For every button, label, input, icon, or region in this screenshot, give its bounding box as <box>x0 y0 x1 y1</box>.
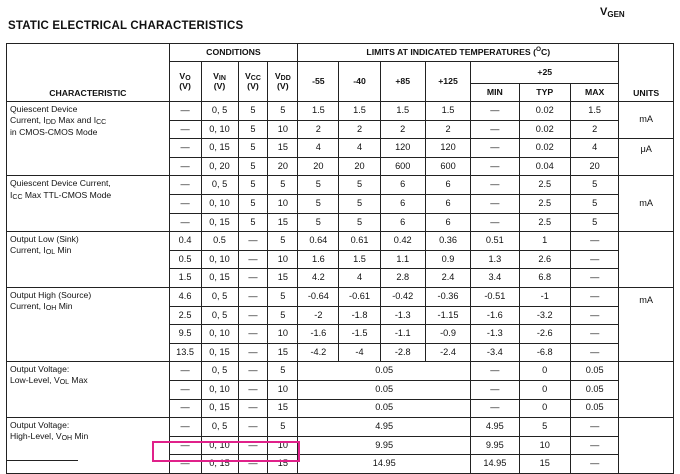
cell-max: — <box>570 436 618 455</box>
cell-t40: 1.5 <box>339 250 380 269</box>
limits-header-text: LIMITS AT INDICATED TEMPERATURES ( <box>366 47 536 58</box>
corner-label-sub: GEN <box>607 10 625 19</box>
conditions-header: CONDITIONS <box>169 44 298 62</box>
table-row <box>7 287 674 306</box>
cell-vcc: 5 <box>238 213 268 232</box>
cell-max: — <box>570 325 618 344</box>
cell-vdd: 5 <box>268 176 298 195</box>
cell-min: — <box>471 194 519 213</box>
cell-t125: -0.36 <box>425 287 470 306</box>
table-body <box>7 102 674 474</box>
cell-vo: 9.5 <box>169 325 201 344</box>
cell-vdd: 5 <box>268 306 298 325</box>
cell-vin: 0, 5 <box>201 418 238 437</box>
cell-vcc: — <box>238 380 268 399</box>
cell-vdd: 10 <box>268 436 298 455</box>
characteristic-line: in CMOS-CMOS Mode <box>10 127 98 138</box>
cell-vcc: — <box>238 325 268 344</box>
cell-vo: 13.5 <box>169 343 201 362</box>
header-row-2 <box>7 62 674 84</box>
cell-t55: 1.5 <box>298 102 339 121</box>
characteristic-line: Quiescent Device <box>10 104 78 114</box>
cell-t55: 4.2 <box>298 269 339 288</box>
cell-t40: 4 <box>339 269 380 288</box>
cell-vcc: — <box>238 418 268 437</box>
units-header: UNITS <box>619 44 674 102</box>
cell-vin: 0, 5 <box>201 306 238 325</box>
cell-vin: 0, 15 <box>201 399 238 418</box>
cell-max: 4 <box>570 139 618 158</box>
cell-min: -1.6 <box>471 306 519 325</box>
cell-t125: 1.5 <box>425 102 470 121</box>
cell-t55: 1.6 <box>298 250 339 269</box>
cell-vin: 0, 10 <box>201 250 238 269</box>
cell-vcc: 5 <box>238 139 268 158</box>
cell-t40: 4 <box>339 139 380 158</box>
cell-t55: 0.64 <box>298 232 339 251</box>
cell-vin: 0, 15 <box>201 139 238 158</box>
cell-vo: — <box>169 176 201 195</box>
cell-vin: 0, 10 <box>201 120 238 139</box>
cell-t40: 20 <box>339 157 380 176</box>
cell-vin: 0, 10 <box>201 325 238 344</box>
vin-header-main: V <box>213 70 219 81</box>
vdd-header-main: V <box>274 70 281 81</box>
cell-t85: -0.42 <box>380 287 425 306</box>
cell-t125: -0.9 <box>425 325 470 344</box>
cell-typ: 15 <box>519 455 570 474</box>
vcc-header-main: V <box>245 70 251 81</box>
cell-vo: — <box>169 362 201 381</box>
cell-t125: 0.36 <box>425 232 470 251</box>
cell-vcc: — <box>238 343 268 362</box>
characteristic-output-vol <box>7 362 170 418</box>
footer-rule <box>6 460 78 461</box>
vo-header-unit: (V) <box>179 81 191 92</box>
table-row <box>7 362 674 381</box>
cell-span: 14.95 <box>298 455 471 474</box>
cell-t85: -2.8 <box>380 343 425 362</box>
cell-vdd: 5 <box>268 287 298 306</box>
cell-vo: — <box>169 139 201 158</box>
cell-t40: 5 <box>339 176 380 195</box>
cell-min: 14.95 <box>471 455 519 474</box>
cell-t85: 6 <box>380 176 425 195</box>
cell-typ: 0 <box>519 399 570 418</box>
cell-min: — <box>471 399 519 418</box>
cell-typ: 0.04 <box>519 157 570 176</box>
table-row <box>7 232 674 251</box>
cell-t85: -1.3 <box>380 306 425 325</box>
vdd-header-sub: DD <box>280 74 291 82</box>
cell-vdd: 10 <box>268 325 298 344</box>
cell-typ: -1 <box>519 287 570 306</box>
cell-vin: 0, 5 <box>201 176 238 195</box>
cell-max: — <box>570 343 618 362</box>
cell-vcc: — <box>238 436 268 455</box>
cell-typ: 0.02 <box>519 139 570 158</box>
cell-vin: 0, 10 <box>201 436 238 455</box>
cell-t125: -1.15 <box>425 306 470 325</box>
cell-vo: — <box>169 380 201 399</box>
cell-typ: 0 <box>519 380 570 399</box>
cell-vcc: — <box>238 362 268 381</box>
cell-vin: 0.5 <box>201 232 238 251</box>
cell-vin: 0, 15 <box>201 269 238 288</box>
unit-cell: mA <box>619 287 674 361</box>
cell-t85: -1.1 <box>380 325 425 344</box>
characteristic-line: $I_{CC}$ Max TTL-CMOS Mode <box>10 189 112 201</box>
cell-typ: 0 <box>519 362 570 381</box>
vo-header-main: V <box>179 70 186 81</box>
cell-max: — <box>570 232 618 251</box>
cell-vcc: 5 <box>238 194 268 213</box>
cell-typ: 2.5 <box>519 176 570 195</box>
cell-vo: — <box>169 213 201 232</box>
characteristic-line: Current, $I_{DD}$ Max and $I_{CC}$ <box>10 115 107 127</box>
cell-span: 0.05 <box>298 380 471 399</box>
cell-t40: 0.61 <box>339 232 380 251</box>
unit-cell <box>619 418 674 474</box>
cell-vdd: 10 <box>268 250 298 269</box>
cell-min: 0.51 <box>471 232 519 251</box>
cell-max: 5 <box>570 176 618 195</box>
cell-vin: 0, 20 <box>201 157 238 176</box>
cell-t125: 0.9 <box>425 250 470 269</box>
table-row <box>7 176 674 195</box>
cell-t55: -1.6 <box>298 325 339 344</box>
cell-typ: 5 <box>519 418 570 437</box>
cell-typ: 2.6 <box>519 250 570 269</box>
cell-vo: 2.5 <box>169 306 201 325</box>
typ-header: TYP <box>519 84 570 102</box>
unit-cell: μA <box>619 139 674 176</box>
characteristic-quiescent-cmos <box>7 102 170 176</box>
cell-t55: 5 <box>298 194 339 213</box>
cell-span: 9.95 <box>298 436 471 455</box>
cell-t125: 2.4 <box>425 269 470 288</box>
cell-vdd: 10 <box>268 380 298 399</box>
cell-t55: 2 <box>298 120 339 139</box>
cell-vin: 0, 15 <box>201 213 238 232</box>
cell-typ: -6.8 <box>519 343 570 362</box>
vdd-header-unit: (V) <box>277 81 289 92</box>
cell-max: — <box>570 306 618 325</box>
min-header: MIN <box>471 84 519 102</box>
cell-vdd: 5 <box>268 418 298 437</box>
max-header: MAX <box>570 84 618 102</box>
corner-label <box>600 6 625 19</box>
cell-max: 5 <box>570 194 618 213</box>
cell-max: 20 <box>570 157 618 176</box>
cell-t40: 5 <box>339 213 380 232</box>
cell-max: 5 <box>570 213 618 232</box>
cell-min: — <box>471 380 519 399</box>
characteristics-table <box>6 43 674 474</box>
cell-vdd: 10 <box>268 194 298 213</box>
cell-max: 1.5 <box>570 102 618 121</box>
cell-vin: 0, 10 <box>201 380 238 399</box>
cell-t125: 600 <box>425 157 470 176</box>
temp-header-plus125: +125 <box>425 62 470 102</box>
cell-t40: 1.5 <box>339 102 380 121</box>
cell-max: 0.05 <box>570 380 618 399</box>
vin-header-sub: IN <box>218 74 226 82</box>
cell-span: 0.05 <box>298 399 471 418</box>
cell-vo: — <box>169 455 201 474</box>
cell-vo: 4.6 <box>169 287 201 306</box>
cell-t85: 1.5 <box>380 102 425 121</box>
cell-vdd: 5 <box>268 362 298 381</box>
characteristic-line: Current, $I_{OL}$ Min <box>10 245 72 257</box>
cell-min: — <box>471 362 519 381</box>
characteristic-line: Quiescent Device Current, <box>10 178 111 189</box>
vcc-header <box>238 62 268 102</box>
temp-header-minus40: -40 <box>339 62 380 102</box>
vdd-header <box>268 62 298 102</box>
cell-typ: 2.5 <box>519 213 570 232</box>
cell-t40: -1.5 <box>339 325 380 344</box>
vcc-header-sub: CC <box>250 74 261 82</box>
cell-max: 0.05 <box>570 362 618 381</box>
cell-typ: -2.6 <box>519 325 570 344</box>
cell-vcc: — <box>238 455 268 474</box>
unit-cell <box>619 232 674 288</box>
cell-max: — <box>570 250 618 269</box>
cell-vin: 0, 15 <box>201 455 238 474</box>
temp-header-plus85: +85 <box>380 62 425 102</box>
vin-header <box>201 62 238 102</box>
characteristic-line: Output Low (Sink) <box>10 234 79 245</box>
cell-vdd: 15 <box>268 455 298 474</box>
cell-t85: 2 <box>380 120 425 139</box>
characteristic-quiescent-ttl <box>7 176 170 232</box>
temp-header-plus25: +25 <box>471 62 619 84</box>
cell-min: -1.3 <box>471 325 519 344</box>
cell-min: — <box>471 120 519 139</box>
characteristic-header: CHARACTERISTIC <box>7 62 170 102</box>
cell-vdd: 15 <box>268 399 298 418</box>
characteristic-output-low <box>7 232 170 288</box>
cell-t125: 6 <box>425 176 470 195</box>
cell-t125: 6 <box>425 194 470 213</box>
cell-t85: 2.8 <box>380 269 425 288</box>
cell-vin: 0, 5 <box>201 287 238 306</box>
characteristic-output-high <box>7 287 170 361</box>
cell-span: 0.05 <box>298 362 471 381</box>
cell-vdd: 15 <box>268 343 298 362</box>
characteristic-line: Output Voltage: <box>10 364 70 375</box>
cell-vo: — <box>169 102 201 121</box>
limits-header-degree: O <box>535 46 542 54</box>
cell-max: — <box>570 455 618 474</box>
characteristic-head-spacer <box>7 44 170 62</box>
limits-header-end: C) <box>541 47 551 58</box>
cell-vdd: 10 <box>268 120 298 139</box>
page-title: STATIC ELECTRICAL CHARACTERISTICS <box>8 20 244 32</box>
cell-vcc: 5 <box>238 102 268 121</box>
unit-cell: mA <box>619 176 674 232</box>
cell-max: — <box>570 287 618 306</box>
cell-t40: -1.8 <box>339 306 380 325</box>
cell-vcc: — <box>238 250 268 269</box>
cell-vcc: — <box>238 269 268 288</box>
unit-cell: mA <box>619 102 674 139</box>
cell-vin: 0, 10 <box>201 194 238 213</box>
cell-min: — <box>471 213 519 232</box>
cell-typ: 6.8 <box>519 269 570 288</box>
cell-vin: 0, 15 <box>201 343 238 362</box>
cell-t125: 2 <box>425 120 470 139</box>
cell-t85: 6 <box>380 213 425 232</box>
cell-t85: 120 <box>380 139 425 158</box>
cell-t125: -2.4 <box>425 343 470 362</box>
cell-min: — <box>471 176 519 195</box>
cell-vdd: 15 <box>268 269 298 288</box>
cell-t40: -0.61 <box>339 287 380 306</box>
cell-typ: 10 <box>519 436 570 455</box>
cell-vcc: — <box>238 232 268 251</box>
cell-typ: 1 <box>519 232 570 251</box>
characteristic-line: Output High (Source) <box>10 289 92 300</box>
cell-t40: -4 <box>339 343 380 362</box>
cell-t85: 600 <box>380 157 425 176</box>
cell-vin: 0, 5 <box>201 102 238 121</box>
cell-min: 3.4 <box>471 269 519 288</box>
vo-header <box>169 62 201 102</box>
cell-t55: 5 <box>298 176 339 195</box>
cell-t55: 20 <box>298 157 339 176</box>
cell-t55: 5 <box>298 213 339 232</box>
cell-t55: 4 <box>298 139 339 158</box>
vo-header-sub: O <box>185 74 191 82</box>
cell-vcc: — <box>238 287 268 306</box>
cell-t125: 120 <box>425 139 470 158</box>
cell-t125: 6 <box>425 213 470 232</box>
corner-label-main: V <box>600 6 608 18</box>
header-row-1 <box>7 44 674 62</box>
cell-min: — <box>471 102 519 121</box>
cell-max: 2 <box>570 120 618 139</box>
cell-min: — <box>471 157 519 176</box>
cell-vcc: 5 <box>238 120 268 139</box>
cell-vo: — <box>169 157 201 176</box>
cell-min: -3.4 <box>471 343 519 362</box>
characteristic-output-voh <box>7 418 170 474</box>
cell-min: -0.51 <box>471 287 519 306</box>
cell-min: 9.95 <box>471 436 519 455</box>
cell-t85: 0.42 <box>380 232 425 251</box>
characteristic-line: High-Level, $V_{OH}$ Min <box>10 431 89 443</box>
cell-max: 0.05 <box>570 399 618 418</box>
cell-vdd: 5 <box>268 232 298 251</box>
temp-header-minus55: -55 <box>298 62 339 102</box>
cell-vcc: 5 <box>238 176 268 195</box>
unit-cell <box>619 362 674 418</box>
cell-typ: 2.5 <box>519 194 570 213</box>
cell-vdd: 5 <box>268 102 298 121</box>
cell-vdd: 15 <box>268 213 298 232</box>
cell-min: 4.95 <box>471 418 519 437</box>
cell-t85: 6 <box>380 194 425 213</box>
cell-span: 4.95 <box>298 418 471 437</box>
table-row <box>7 418 674 437</box>
cell-vo: 1.5 <box>169 269 201 288</box>
characteristic-line: Output Voltage: <box>10 420 70 431</box>
cell-vo: — <box>169 194 201 213</box>
characteristic-line: Current, $I_{OH}$ Min <box>10 301 73 313</box>
cell-typ: 0.02 <box>519 120 570 139</box>
cell-vdd: 20 <box>268 157 298 176</box>
cell-typ: 0.02 <box>519 102 570 121</box>
cell-vin: 0, 5 <box>201 362 238 381</box>
cell-vo: — <box>169 436 201 455</box>
cell-t55: -0.64 <box>298 287 339 306</box>
vin-header-unit: (V) <box>213 81 226 92</box>
cell-max: — <box>570 269 618 288</box>
cell-vo: 0.5 <box>169 250 201 269</box>
limits-header <box>298 44 619 62</box>
cell-vo: — <box>169 399 201 418</box>
cell-vo: 0.4 <box>169 232 201 251</box>
cell-t55: -4.2 <box>298 343 339 362</box>
cell-t40: 5 <box>339 194 380 213</box>
cell-vcc: 5 <box>238 157 268 176</box>
cell-typ: -3.2 <box>519 306 570 325</box>
cell-vo: — <box>169 418 201 437</box>
cell-min: — <box>471 139 519 158</box>
table-row <box>7 102 674 121</box>
cell-vcc: — <box>238 306 268 325</box>
cell-vcc: — <box>238 399 268 418</box>
characteristic-line: Low-Level, $V_{OL}$ Max <box>10 375 88 387</box>
cell-min: 1.3 <box>471 250 519 269</box>
cell-vdd: 15 <box>268 139 298 158</box>
cell-max: — <box>570 418 618 437</box>
vcc-header-unit: (V) <box>247 81 259 92</box>
cell-t40: 2 <box>339 120 380 139</box>
cell-vo: — <box>169 120 201 139</box>
cell-t55: -2 <box>298 306 339 325</box>
cell-t85: 1.1 <box>380 250 425 269</box>
